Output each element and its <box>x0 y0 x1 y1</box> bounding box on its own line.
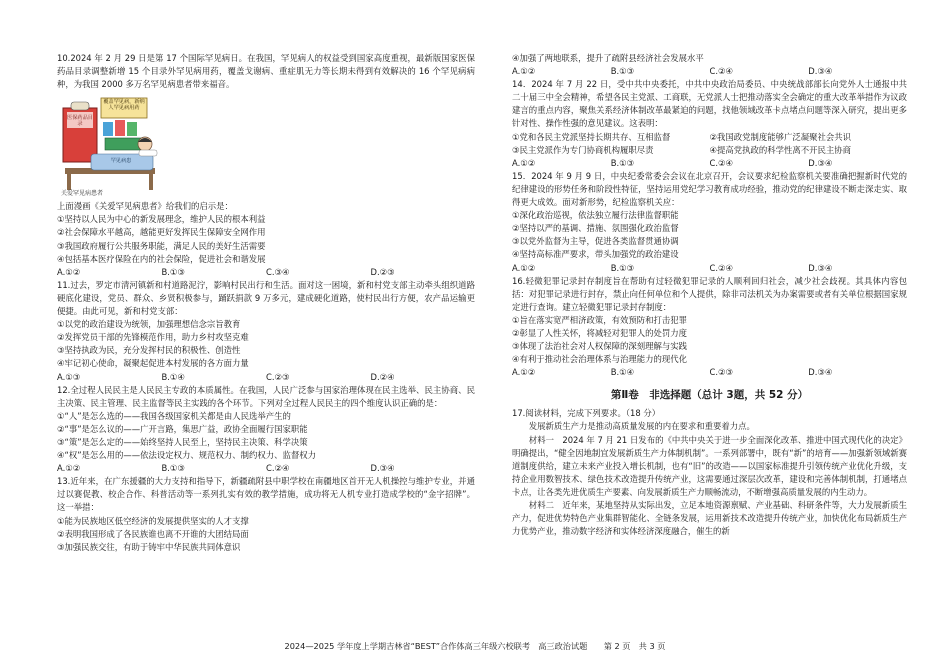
question-13-stem: 13.近年来，在广东援疆的大力支持和指导下，新疆疏附县中职学校在南疆地区首开无人机操控与维护专业，并通过以赛促教、校企合作、科普活动等一系列扎实有效的教学措施，成功将无人机专业打造成学校的“金字招牌”。这一举措： <box>57 476 475 513</box>
question-17-heading: 17.阅读材料，完成下列要求。（18 分） <box>512 408 661 419</box>
question-15-choices <box>512 262 907 275</box>
choice-a: A.①② <box>512 66 536 77</box>
choice-a: A.①③ <box>57 371 81 382</box>
cartoon-care-rare-disease <box>57 94 169 198</box>
question-13-item-2: ②表明我国形成了各民族谁也离不开谁的大团结局面 <box>57 528 249 539</box>
right-column <box>512 52 907 538</box>
question-17-material-1: 材料一 2024 年 7 月 21 日发布的《中共中央关于进一步全面深化改革、推进中国式现代化的决定》明确提出，“健全因地制宜发展新质生产力体制机制”。一系列部署中，既有“新”的培育——加强新领域新赛道制度供给，建立未来产业投入增长机制，也有“旧”的改造——以国家标准提升引领传统产业优化升级，支持企业用数智技术、绿色技术改造提升传统产业，这需要通过深层次改革，建设和完善体制机制，打通堵点卡点，让各类先进优质生产要素、向发展新质生产力顺畅流动，不断增强高质量发展的内生动力。 <box>512 434 907 497</box>
question-11-item-4: ④牢记初心使命，凝聚起促进本村发展的各方面力量 <box>57 358 249 369</box>
cartoon-quilt-label: 罕见病患 <box>110 158 132 165</box>
question-15-item-3: ③以党外监督为主导，促进各类监督贯通协调 <box>512 236 679 247</box>
question-12-stem: 12.全过程人民民主是人民民主专政的本质属性。在我国，人民广泛参与国家治理体现在民主选举、民主协商、民主决策、民主管理、民主监督等民主实践的各个环节。下列对全过程人民民主的四个维度认识正确的是： <box>57 384 475 408</box>
choice-b: B.①③ <box>161 266 185 277</box>
choice-c: C.②④ <box>709 157 734 168</box>
question-14-items-row-1 <box>512 131 907 144</box>
question-10-item-3: ③我国政府履行公共服务职能，满足人民的美好生活需要 <box>57 240 266 251</box>
choice-d: D.③④ <box>808 262 833 273</box>
question-13-item-3: ③加强民族交往，有助于铸牢中华民族共同体意识 <box>57 541 241 552</box>
question-15-stem: 15．2024 年 9 月 9 日，中央纪委常委会会议在北京召开，会议要求纪检监察机关要准确把握新时代党的纪律建设的形势任务和阶段性特征，坚持运用党纪学习教育成功经验，推动党的纪律建设不断走深走实、取得更大成效。面对新形势，纪检监察机关应： <box>512 170 907 208</box>
question-14-stem: 14．2024 年 7 月 22 日，受中共中央委托，中共中央政治局委员、中央统战部部长向党外人士通报中共二十届三中全会精神，希望各民主党派、工商联，无党派人士把推动落实全会确定的重大改革举措作为议政建言的重点内容，聚焦关系经济体制改革最紧迫的问题，找他领域改革卡点堵点问题等深入研究，提出更多针对性、操作性强的意见建议。这表明： <box>512 79 907 129</box>
choice-d: D.③④ <box>808 367 833 378</box>
question-10-lead: 上面漫画《关爱罕见病患者》给我们的启示是： <box>57 201 233 212</box>
choice-d: D.②④ <box>370 371 395 382</box>
question-12-item-1: ①“人”是怎么选的——我国各级国家机关都是由人民选举产生的 <box>57 410 291 421</box>
choice-d: D.③④ <box>808 66 833 77</box>
question-14-item-3: ③民主党派作为专门协商机构履职尽责 <box>512 144 654 155</box>
choice-c: C.③④ <box>266 266 290 277</box>
choice-c: C.②④ <box>266 463 290 474</box>
question-16-item-3: ③体现了法治社会对人权保障的深刻理解与实践 <box>512 341 688 352</box>
question-10-item-1: ①坚持以人民为中心的新发展理念，维护人民的根本利益 <box>57 214 266 225</box>
choice-d: D.②③ <box>370 266 395 277</box>
question-11-item-1: ①以党的政治建设为统领，加强理想信念宗旨教育 <box>57 319 241 330</box>
question-13-choices <box>512 65 907 78</box>
choice-a: A.①② <box>512 157 536 168</box>
question-14-items-row-2 <box>512 144 907 157</box>
question-14-item-4: ④提高党执政的科学性离不开民主协商 <box>709 144 852 155</box>
question-15-item-4: ④坚持高标准严要求，带头加强党的政治建设 <box>512 249 679 260</box>
question-13-item-1: ①能为民族地区低空经济的发展提供坚实的人才支撑 <box>57 515 249 526</box>
question-12-choices <box>57 462 475 475</box>
question-10-item-4: ④包括基本医疗保险在内的社会保险，促进社会和谐发展 <box>57 253 266 264</box>
question-11-item-3: ③坚持执政为民，充分发挥村民的积极性、创造性 <box>57 345 241 356</box>
question-16-item-2: ②彰显了人性关怀，将减轻对犯罪人的处罚力度 <box>512 327 688 338</box>
question-16-choices <box>512 366 907 379</box>
question-12-item-3: ③“策”是怎么定的——始终坚持人民至上，坚持民主决策、科学决策 <box>57 436 308 447</box>
question-13-item-4: ④加强了两地联系，提升了疏附县经济社会发展水平 <box>512 53 704 63</box>
question-14-item-2: ②我国政党制度能够广泛凝聚社会共识 <box>709 131 852 142</box>
choice-b: B.①③ <box>610 157 635 168</box>
choice-a: A.①② <box>57 463 81 474</box>
question-15-item-2: ②坚持以严的基调、措施、氛围强化政治监督 <box>512 223 679 234</box>
choice-b: B.①③ <box>161 463 185 474</box>
choice-a: A.①② <box>57 266 81 277</box>
question-17-intro: 发展新质生产力是推动高质量发展的内在要求和重要着力点。 <box>528 421 755 432</box>
choice-c: C.②③ <box>709 367 734 378</box>
question-12-item-2: ②“事”是怎么议的——广开言路，集思广益，政协全面履行国家职能 <box>57 423 308 434</box>
choice-a: A.①② <box>512 367 536 378</box>
question-10-item-2: ②社会保障水平越高，越能更好发挥民生保障安全网作用 <box>57 227 266 238</box>
question-12-item-4: ④“权”是怎么用的——依法设定权力、规范权力、制约权力、监督权力 <box>57 450 317 461</box>
question-16-item-1: ①旨在落实宽严相济政策，有效预防和打击犯罪 <box>512 314 688 325</box>
choice-a: A.①② <box>512 262 536 273</box>
choice-d: D.③④ <box>808 157 833 168</box>
question-16-stem: 16.轻微犯罪记录封存制度旨在帮助有过轻微犯罪记录的人顺利回归社会，减少社会歧视。其具体内容包括：对犯罪记录进行封存，禁止向任何单位和个人提供，除非司法机关为办案需要或者有关单位根据国家规定进行查询。建立轻微犯罪记录封存制度： <box>512 275 907 312</box>
question-10-choices <box>57 266 475 279</box>
question-11-choices <box>57 371 475 384</box>
left-column <box>57 52 475 554</box>
cartoon-caption: 关爱罕见病患者 <box>61 190 104 198</box>
question-11-item-2: ②发挥党员干部的先锋模范作用，助力乡村攻坚克难 <box>57 332 249 343</box>
cartoon-sign-text: 覆盖罕见病，新纳人罕见病用药 <box>103 99 145 112</box>
part-2-title: 第Ⅱ卷 非选择题（总计 3题，共 52 分） <box>610 389 809 402</box>
question-15-item-1: ①深化政治巡视，依法独立履行法律监督职能 <box>512 210 679 221</box>
question-17-material-2: 材料二 近年来，某地坚持从实际出发，立足本地资源禀赋、产业基础、科研条件等，大力发展新质生产力，促进优势特色产业集群智能化、全链条发展，运用新技术改造提升传统产业，加快优化布局新质生产力优势产业，推动数字经济和实体经济深度融合，催生的新 <box>512 500 907 537</box>
choice-b: B.①④ <box>161 371 185 382</box>
question-16-item-4: ④有利于推动社会治理体系与治理能力的现代化 <box>512 354 688 365</box>
choice-b: B.①④ <box>610 367 635 378</box>
page-footer: 2024—2025 学年度上学期吉林省“BEST”合作体高三年级六校联考 高三政治试题 第 2 页 共 3 页 <box>284 641 666 651</box>
question-14-item-1: ①党和各民主党派坚持长期共存、互相监督 <box>512 131 671 142</box>
choice-b: B.①③ <box>610 66 635 77</box>
question-11-stem: 11.过去，罗定市清河镇新和村道路泥泞，影响村民出行和生活。面对这一困境，新和村党支部主动牵头组织道路硬底化建设，党员、群众、乡贤积极参与，踊跃捐款 9 万多元，建成硬化道路，使村民出行方便，农产品运输更便捷。由此可见，新和村党支部： <box>57 279 475 317</box>
question-10-stem: 10.2024 年 2 月 29 日是第 17 个国际罕见病日。在我国，罕见病人的权益受到国家高度重视，最新版国家医保药品目录调整新增 15 个目录外罕见病用药，覆盖戈谢病、重症肌无力等长期未得到有效解决的 16 个罕见病病种，为我国 2000 多万名罕见病患者带来福音。 <box>57 53 475 90</box>
question-14-choices <box>512 157 907 170</box>
choice-b: B.①③ <box>610 262 635 273</box>
cartoon-box-label: 医保药品目录 <box>67 115 93 128</box>
choice-c: C.②③ <box>266 371 290 382</box>
choice-d: D.③④ <box>370 463 395 474</box>
choice-c: C.②④ <box>709 66 734 77</box>
choice-c: C.②④ <box>709 262 734 273</box>
